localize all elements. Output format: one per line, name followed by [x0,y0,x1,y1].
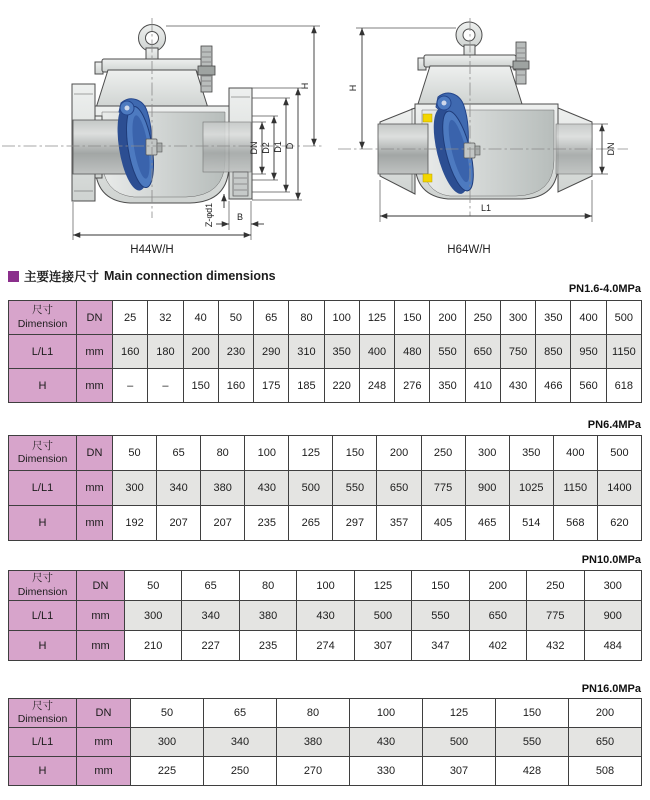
value-cell: 430 [500,369,535,403]
value-cell: 250 [204,757,277,786]
value-cell: 274 [297,631,354,661]
dn-value-cell: 500 [606,301,641,335]
value-cell: 1150 [553,471,597,506]
unit-cell: mm [77,601,125,631]
dn-value-cell: 125 [354,571,411,601]
dn-value-cell: 350 [509,436,553,471]
table-row [9,506,642,541]
dim-label-h: H [300,82,310,90]
value-cell: 290 [254,335,289,369]
dn-value-cell: 80 [201,436,245,471]
table-header-row [9,301,642,335]
value-cell: 380 [277,728,350,757]
value-cell: 484 [584,631,642,661]
table-row [9,757,642,786]
value-cell: 235 [239,631,296,661]
row-label-cell: L/L1 [9,335,77,369]
value-cell: 185 [289,369,324,403]
dim-label-d2: D2 [261,142,271,154]
value-cell: 430 [245,471,289,506]
dn-value-cell: 100 [245,436,289,471]
value-cell: 550 [412,601,469,631]
dn-value-cell: 400 [553,436,597,471]
value-cell: 150 [183,369,218,403]
value-cell: 400 [359,335,394,369]
value-cell: 248 [359,369,394,403]
dn-value-cell: 80 [289,301,324,335]
dn-value-cell: 100 [350,699,423,728]
seat-seal-bottom [423,174,432,182]
value-cell: 297 [333,506,377,541]
value-cell: 514 [509,506,553,541]
dn-value-cell: 200 [430,301,465,335]
unit-cell: mm [77,728,131,757]
value-cell: 465 [465,506,509,541]
value-cell: 430 [297,601,354,631]
dn-value-cell: 65 [204,699,277,728]
row-label-cell: L/L1 [9,728,77,757]
value-cell: 235 [245,506,289,541]
row-label-cell: L/L1 [9,601,77,631]
dn-value-cell: 100 [324,301,359,335]
table-header-row [9,571,642,601]
dn-value-cell: 150 [395,301,430,335]
dim-label-d1: D1 [273,141,283,153]
value-cell: 380 [239,601,296,631]
value-cell: 620 [597,506,641,541]
section-marker-icon [8,271,19,282]
value-cell: 307 [423,757,496,786]
dn-value-cell: 350 [536,301,571,335]
valve-body [72,25,252,204]
dn-label-cell: DN [77,436,113,471]
dim-label-d: D [285,142,295,150]
dimension-label-en: Dimension [17,585,68,598]
dn-value-cell: 50 [125,571,182,601]
dimension-table [8,300,642,403]
dn-value-cell: 300 [500,301,535,335]
value-cell: 1400 [597,471,641,506]
dimension-label-en: Dimension [17,317,68,330]
value-cell: 300 [113,471,157,506]
dimension-header-cell [9,436,77,471]
pressure-label-pn64: PN6.4MPa [587,419,641,431]
value-cell: 480 [395,335,430,369]
unit-cell: mm [77,471,113,506]
table-row [9,601,642,631]
value-cell: 568 [553,506,597,541]
dn-value-cell: 65 [254,301,289,335]
disc-nut [464,143,475,158]
valve-body [378,22,592,199]
dimension-label-zh: 尺寸 [32,439,53,452]
dn-label-cell: DN [77,699,131,728]
dimension-table-pn16-40 [8,300,642,403]
value-cell: 210 [125,631,182,661]
value-cell: 300 [125,601,182,631]
dn-value-cell: 50 [218,301,253,335]
value-cell: 500 [423,728,496,757]
dimension-table [8,570,642,661]
unit-cell: mm [77,335,113,369]
value-cell: 340 [182,601,239,631]
dim-label-dn: DN [249,141,259,155]
dn-value-cell: 300 [465,436,509,471]
value-cell: 265 [289,506,333,541]
dn-value-cell: 150 [333,436,377,471]
dn-value-cell: 65 [157,436,201,471]
dim-label-l1: L1 [480,203,492,213]
value-cell: 1025 [509,471,553,506]
value-cell: 950 [571,335,606,369]
unit-cell: mm [77,631,125,661]
unit-cell: mm [77,369,113,403]
dim-label-b: B [236,212,244,222]
dn-value-cell: 50 [113,436,157,471]
unit-cell: mm [77,757,131,786]
dimension-label-en: Dimension [17,453,68,465]
dn-value-cell: 300 [584,571,642,601]
dimension-header-cell [9,571,77,601]
row-label-cell: H [9,631,77,661]
dimension-table [8,435,642,541]
seat-seal-top [423,114,432,122]
row-label-cell: L/L1 [9,471,77,506]
dn-value-cell: 200 [377,436,421,471]
pressure-label-pn16-40: PN1.6-4.0MPa [568,283,641,295]
dn-value-cell: 125 [289,436,333,471]
value-cell: 750 [500,335,535,369]
hinge-pin-bolt [513,42,529,84]
value-cell: 350 [430,369,465,403]
value-cell: 650 [569,728,642,757]
dim-label-zd1: Z-φd1 [204,202,214,228]
value-cell: 410 [465,369,500,403]
value-cell: 1150 [606,335,641,369]
dimension-label-zh: 尺寸 [32,699,53,712]
dn-value-cell: 80 [277,699,350,728]
dn-value-cell: 50 [131,699,204,728]
value-cell: 225 [131,757,204,786]
dn-value-cell: 25 [113,301,148,335]
dimension-label-zh: 尺寸 [32,572,53,585]
dn-label-cell: DN [77,301,113,335]
dim-label-dn: DN [606,142,616,156]
value-cell: 500 [354,601,411,631]
value-cell: 650 [465,335,500,369]
table-row [9,728,642,757]
table-row [9,631,642,661]
value-cell: 428 [496,757,569,786]
model-label-h44wh: H44W/H [130,244,174,256]
value-cell: 618 [606,369,641,403]
value-cell: 900 [465,471,509,506]
value-cell: 207 [157,506,201,541]
value-cell: 430 [350,728,423,757]
value-cell: 300 [131,728,204,757]
value-cell: 508 [569,757,642,786]
pressure-label-pn160: PN16.0MPa [581,683,641,695]
value-cell: 175 [254,369,289,403]
dn-value-cell: 150 [412,571,469,601]
value-cell: 350 [324,335,359,369]
table-row [9,369,642,403]
value-cell: 180 [148,335,183,369]
value-cell: 276 [395,369,430,403]
value-cell: 230 [218,335,253,369]
value-cell: 466 [536,369,571,403]
value-cell: 550 [430,335,465,369]
row-label-cell: H [9,506,77,541]
model-label-h64wh: H64W/H [447,244,491,256]
row-label-cell: H [9,369,77,403]
value-cell: 207 [201,506,245,541]
dn-value-cell: 400 [571,301,606,335]
valve-drawing-h64wh [330,4,650,256]
value-cell: 405 [421,506,465,541]
value-cell: 775 [527,601,584,631]
dn-value-cell: 125 [423,699,496,728]
dn-value-cell: 40 [183,301,218,335]
dn-label-cell: DN [77,571,125,601]
value-cell: 550 [496,728,569,757]
dimension-header-cell [9,699,77,728]
value-cell: 220 [324,369,359,403]
dn-value-cell: 150 [496,699,569,728]
value-cell: 432 [527,631,584,661]
value-cell: 402 [469,631,526,661]
dimension-table-pn160 [8,698,642,786]
dimension-table [8,698,642,786]
table-row [9,471,642,506]
table-header-row [9,436,642,471]
value-cell: 850 [536,335,571,369]
dimension-table-pn100 [8,570,642,661]
value-cell: 307 [354,631,411,661]
dn-value-cell: 65 [182,571,239,601]
value-cell: 330 [350,757,423,786]
dn-value-cell: 250 [465,301,500,335]
value-cell: 560 [571,369,606,403]
section-title [8,267,276,285]
value-cell: 550 [333,471,377,506]
dn-value-cell: 125 [359,301,394,335]
table-header-row [9,699,642,728]
dn-value-cell: 80 [239,571,296,601]
valve-drawing-h44wh [0,4,340,256]
section-title-en: Main connection dimensions [104,269,276,283]
value-cell: 270 [277,757,350,786]
dn-value-cell: 100 [297,571,354,601]
row-label-cell: H [9,757,77,786]
dn-value-cell: 32 [148,301,183,335]
value-cell: 340 [204,728,277,757]
unit-cell: mm [77,506,113,541]
dimension-table-pn64 [8,435,642,541]
value-cell: 160 [113,335,148,369]
value-cell: 347 [412,631,469,661]
dn-value-cell: 250 [421,436,465,471]
value-cell: 650 [469,601,526,631]
value-cell: – [113,369,148,403]
dim-label-h: H [348,84,358,92]
dn-value-cell: 250 [527,571,584,601]
value-cell: 500 [289,471,333,506]
dn-value-cell: 500 [597,436,641,471]
table-row [9,335,642,369]
outlet-bore [203,122,251,172]
value-cell: 227 [182,631,239,661]
value-cell: 200 [183,335,218,369]
dn-value-cell: 200 [569,699,642,728]
value-cell: 775 [421,471,465,506]
value-cell: 340 [157,471,201,506]
value-cell: 380 [201,471,245,506]
section-title-zh: 主要连接尺寸 [24,270,100,284]
value-cell: 192 [113,506,157,541]
disc-nut [146,139,157,155]
dimension-header-cell [9,301,77,335]
dimension-label-zh: 尺寸 [32,304,53,317]
dimension-label-en: Dimension [17,713,68,725]
value-cell: 310 [289,335,324,369]
value-cell: 357 [377,506,421,541]
value-cell: 650 [377,471,421,506]
dn-value-cell: 200 [469,571,526,601]
pressure-label-pn100: PN10.0MPa [581,554,641,566]
value-cell: 160 [218,369,253,403]
value-cell: – [148,369,183,403]
value-cell: 900 [584,601,642,631]
